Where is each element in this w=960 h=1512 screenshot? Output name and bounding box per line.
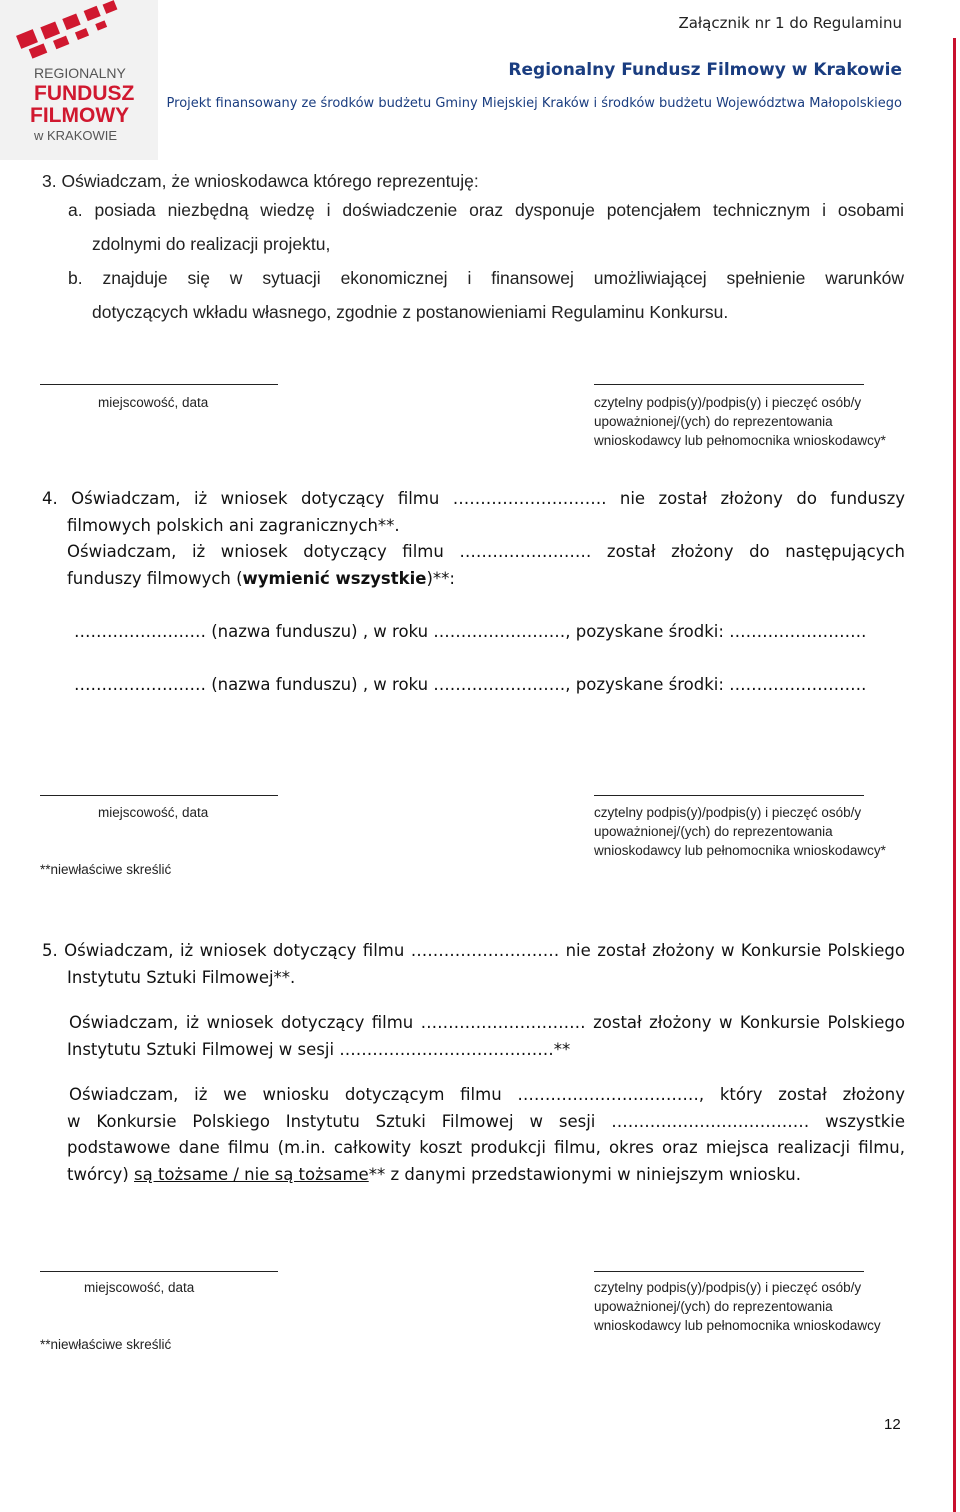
signature-caption-3: wnioskodawcy lub pełnomocnika wnioskodawcy bbox=[594, 1318, 881, 1333]
section5-p3-line4 bbox=[67, 1165, 801, 1184]
project-funding-line: Projekt finansowany ze środków budżetu Gminy Miejskiej Kraków i środków budżetu Województwa Małopolskiego bbox=[166, 96, 902, 111]
section4-line4-bold: wymienić wszystkie bbox=[242, 569, 427, 588]
signature-caption-2: upoważnionej/(ych) do reprezentowania bbox=[594, 1299, 833, 1314]
signature-line bbox=[594, 795, 864, 796]
section3-b-line2: dotyczących wkładu własnego, zgodnie z postanowieniami Regulaminu Konkursu. bbox=[92, 302, 729, 322]
identity-choice: są tożsame / nie są tożsame bbox=[134, 1165, 369, 1184]
logo-film-strip-icon bbox=[16, 0, 117, 59]
signature-caption-1: czytelny podpis(y)/podpis(y) i pieczęć osób/y bbox=[594, 805, 862, 820]
signature-caption-2: upoważnionej/(ych) do reprezentowania bbox=[594, 824, 833, 839]
fund-name: Regionalny Fundusz Filmowy w Krakowie bbox=[508, 60, 902, 80]
section5-p3-line4-pre: twórcy) bbox=[67, 1165, 134, 1184]
red-margin-bar bbox=[953, 38, 956, 1512]
section4-line3: Oświadczam, iż wniosek dotyczący filmu …………………… został złożony do następujących bbox=[67, 542, 905, 561]
place-date-label: miejscowość, data bbox=[98, 395, 209, 410]
signature-caption-3: wnioskodawcy lub pełnomocnika wnioskodawcy* bbox=[594, 843, 886, 858]
logo-text-1: REGIONALNY bbox=[34, 65, 126, 81]
section4-line4-pre: funduszy filmowych ( bbox=[67, 569, 243, 588]
section5-p1-line1: 5. Oświadczam, iż wniosek dotyczący filmu ……………………… nie został złożony w Konkursie Polskiego bbox=[42, 941, 905, 960]
logo-text-4: w KRAKOWIE bbox=[34, 128, 118, 143]
page-number: 12 bbox=[884, 1416, 901, 1433]
place-date-line bbox=[40, 1271, 278, 1272]
strike-note: **niewłaściwe skreślić bbox=[40, 1337, 172, 1352]
section3-a-line2: zdolnymi do realizacji projektu, bbox=[92, 234, 331, 254]
strike-note: **niewłaściwe skreślić bbox=[40, 862, 172, 877]
section5-p3-line1: Oświadczam, iż we wniosku dotyczącym filmu ……………………………, który został złożony bbox=[69, 1085, 905, 1104]
signature-caption-1: czytelny podpis(y)/podpis(y) i pieczęć osób/y bbox=[594, 1280, 862, 1295]
section3-a-line1: a. posiada niezbędną wiedzę i doświadczenie oraz dysponuje potencjałem technicznym i osobami bbox=[68, 200, 904, 220]
attachment-label: Załącznik nr 1 do Regulaminu bbox=[678, 14, 902, 32]
fund-logo bbox=[0, 0, 158, 160]
logo-text-2: FUNDUSZ bbox=[34, 82, 135, 105]
section5-p3-line4-post: ** z danymi przedstawionymi w niniejszym wniosku. bbox=[368, 1165, 801, 1184]
section4-line4-post: )**: bbox=[426, 569, 455, 588]
section4-line1: 4. Oświadczam, iż wniosek dotyczący filmu ………………………. nie został złożony do funduszy bbox=[42, 489, 905, 508]
signature-caption-1: czytelny podpis(y)/podpis(y) i pieczęć osób/y bbox=[594, 395, 862, 410]
logo-text-3: FILMOWY bbox=[30, 104, 130, 127]
fund-row-2: …………………… (nazwa funduszu) , w roku ……………………, pozyskane środki: ……………………. bbox=[74, 675, 867, 694]
section5-p3-line3: podstawowe dane filmu (m.in. całkowity koszt produkcji filmu, okres oraz miejsca realizacji filmu, bbox=[67, 1138, 905, 1157]
section3-intro: 3. Oświadczam, że wnioskodawca którego reprezentuję: bbox=[42, 171, 479, 191]
section5-p2-line1: Oświadczam, iż wniosek dotyczący filmu ………………………… został złożony w Konkursie Polskiego bbox=[69, 1013, 905, 1032]
section5-p1-line2: Instytutu Sztuki Filmowej**. bbox=[67, 968, 296, 987]
section4-line2: filmowych polskich ani zagranicznych**. bbox=[67, 516, 400, 535]
signature-caption-3: wnioskodawcy lub pełnomocnika wnioskodawcy* bbox=[594, 433, 886, 448]
fund-row-1: …………………… (nazwa funduszu) , w roku ……………………, pozyskane środki: ……………………. bbox=[74, 622, 867, 641]
place-date-label: miejscowość, data bbox=[98, 805, 209, 820]
signature-line bbox=[594, 384, 864, 385]
section5-p3-line2: w Konkursie Polskiego Instytutu Sztuki Filmowej w sesji ……………………………… wszystkie bbox=[67, 1112, 905, 1131]
place-date-line bbox=[40, 795, 278, 796]
section5-p2-line2: Instytutu Sztuki Filmowej w sesji …………………………………** bbox=[67, 1040, 571, 1059]
section4-line4 bbox=[67, 569, 455, 588]
section3-b-line1: b. znajduje się w sytuacji ekonomicznej i finansowej umożliwiającej spełnienie warunków bbox=[68, 268, 904, 288]
place-date-label: miejscowość, data bbox=[84, 1280, 195, 1295]
signature-caption-2: upoważnionej/(ych) do reprezentowania bbox=[594, 414, 833, 429]
place-date-line bbox=[40, 384, 278, 385]
signature-line bbox=[594, 1271, 864, 1272]
